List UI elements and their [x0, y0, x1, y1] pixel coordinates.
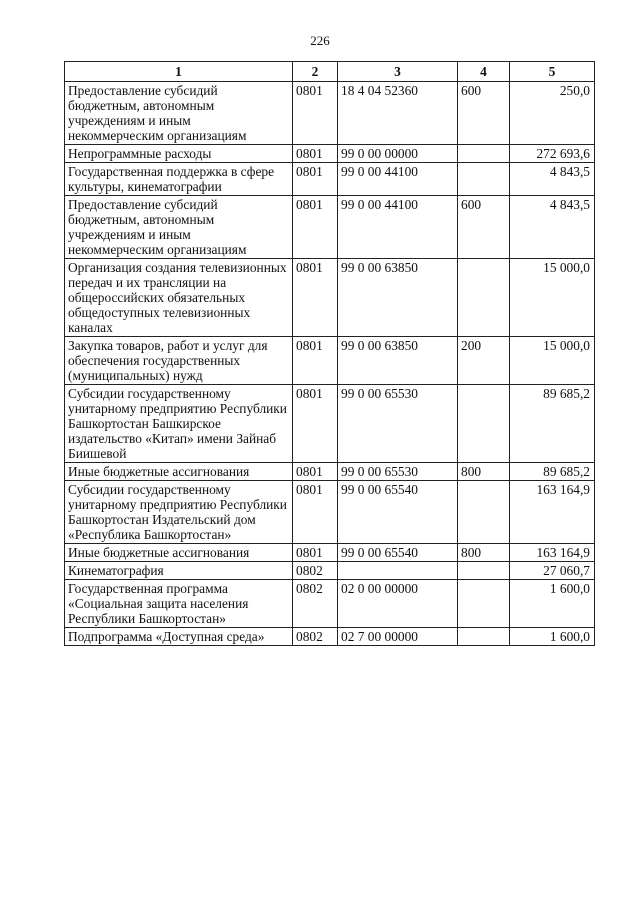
section-code: 0801	[293, 481, 338, 544]
expense-name: Предоставление субсидий бюджетным, автономным учреждениям и иным некоммерческим организациям	[65, 82, 293, 145]
expense-name: Непрограммные расходы	[65, 145, 293, 163]
section-code: 0801	[293, 196, 338, 259]
section-code: 0801	[293, 463, 338, 481]
expense-type-code: 600	[458, 196, 510, 259]
expense-name: Государственная поддержка в сфере культуры, кинематографии	[65, 163, 293, 196]
target-code: 99 0 00 44100	[338, 163, 458, 196]
expense-name: Кинематография	[65, 562, 293, 580]
target-code: 99 0 00 44100	[338, 196, 458, 259]
section-code: 0802	[293, 562, 338, 580]
section-code: 0801	[293, 82, 338, 145]
target-code: 99 0 00 65540	[338, 544, 458, 562]
target-code: 18 4 04 52360	[338, 82, 458, 145]
amount: 250,0	[510, 82, 595, 145]
expense-type-code	[458, 145, 510, 163]
expense-type-code	[458, 163, 510, 196]
target-code: 99 0 00 65530	[338, 385, 458, 463]
header-col-3: 3	[338, 62, 458, 82]
expense-type-code: 200	[458, 337, 510, 385]
section-code: 0801	[293, 145, 338, 163]
expense-type-code	[458, 259, 510, 337]
expense-name: Предоставление субсидий бюджетным, автономным учреждениям и иным некоммерческим организациям	[65, 196, 293, 259]
expense-type-code: 800	[458, 463, 510, 481]
table-row	[65, 196, 595, 259]
header-col-4: 4	[458, 62, 510, 82]
table-row	[65, 580, 595, 628]
table-row	[65, 145, 595, 163]
table-row	[65, 163, 595, 196]
section-code: 0801	[293, 163, 338, 196]
table-header-row	[65, 62, 595, 82]
table-row	[65, 544, 595, 562]
section-code: 0801	[293, 385, 338, 463]
table-row	[65, 82, 595, 145]
expense-name: Государственная программа «Социальная защита населения Республики Башкортостан»	[65, 580, 293, 628]
target-code: 99 0 00 65530	[338, 463, 458, 481]
expense-type-code: 600	[458, 82, 510, 145]
amount: 15 000,0	[510, 337, 595, 385]
amount: 4 843,5	[510, 196, 595, 259]
amount: 27 060,7	[510, 562, 595, 580]
page-number: 226	[310, 33, 330, 48]
amount: 272 693,6	[510, 145, 595, 163]
amount: 4 843,5	[510, 163, 595, 196]
amount: 1 600,0	[510, 628, 595, 646]
target-code: 02 0 00 00000	[338, 580, 458, 628]
section-code: 0802	[293, 580, 338, 628]
expense-type-code	[458, 562, 510, 580]
amount: 15 000,0	[510, 259, 595, 337]
amount: 1 600,0	[510, 580, 595, 628]
section-code: 0801	[293, 259, 338, 337]
expense-name: Закупка товаров, работ и услуг для обеспечения государственных (муниципальных) нужд	[65, 337, 293, 385]
table-row	[65, 562, 595, 580]
expense-name: Организация создания телевизионных передач и их трансляции на общероссийских обязательных общедоступных телевизионных каналах	[65, 259, 293, 337]
table-row	[65, 463, 595, 481]
amount: 163 164,9	[510, 544, 595, 562]
target-code: 99 0 00 00000	[338, 145, 458, 163]
amount: 163 164,9	[510, 481, 595, 544]
table-row	[65, 628, 595, 646]
amount: 89 685,2	[510, 463, 595, 481]
target-code	[338, 562, 458, 580]
table-row	[65, 385, 595, 463]
expense-type-code	[458, 481, 510, 544]
table-row	[65, 337, 595, 385]
table-row	[65, 481, 595, 544]
target-code: 99 0 00 65540	[338, 481, 458, 544]
section-code: 0801	[293, 337, 338, 385]
expense-name: Субсидии государственному унитарному предприятию Республики Башкортостан Башкирское издательство «Китап» имени Зайнаб Биишевой	[65, 385, 293, 463]
expense-type-code	[458, 385, 510, 463]
target-code: 02 7 00 00000	[338, 628, 458, 646]
amount: 89 685,2	[510, 385, 595, 463]
expense-name: Субсидии государственному унитарному предприятию Республики Башкортостан Издательский дом «Республика Башкортостан»	[65, 481, 293, 544]
header-col-1: 1	[65, 62, 293, 82]
table-row	[65, 259, 595, 337]
header-col-5: 5	[510, 62, 595, 82]
header-col-2: 2	[293, 62, 338, 82]
section-code: 0801	[293, 544, 338, 562]
expense-name: Иные бюджетные ассигнования	[65, 463, 293, 481]
target-code: 99 0 00 63850	[338, 259, 458, 337]
expense-name: Подпрограмма «Доступная среда»	[65, 628, 293, 646]
target-code: 99 0 00 63850	[338, 337, 458, 385]
expense-type-code	[458, 628, 510, 646]
expense-type-code	[458, 580, 510, 628]
expense-type-code: 800	[458, 544, 510, 562]
expense-name: Иные бюджетные ассигнования	[65, 544, 293, 562]
section-code: 0802	[293, 628, 338, 646]
budget-table	[64, 61, 595, 646]
